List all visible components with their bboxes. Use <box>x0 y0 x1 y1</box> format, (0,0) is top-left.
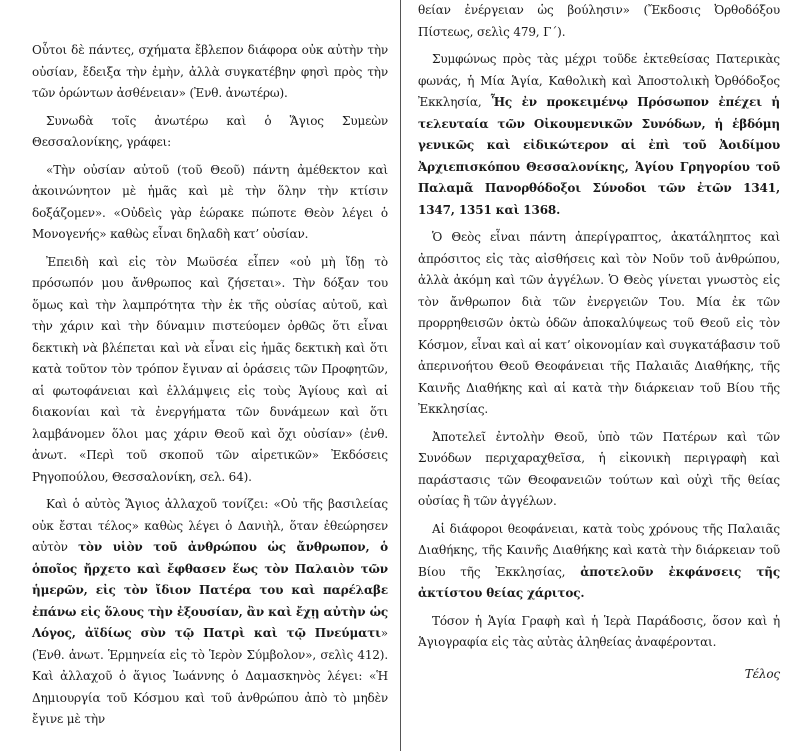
right-p1-text: Συμφώνως πρὸς τὰς μέχρι τοῦδε ἐκτεθείσας Πατερικὰς φωνάς, ἡ Μία Ἁγία, Καθολικὴ καὶ Ἀποστολικὴ Ὀρθόδοξος Ἐκκλησία, <box>418 52 780 109</box>
right-paragraph-5: Τόσον ἡ Ἁγία Γραφὴ καὶ ἡ Ἱερὰ Παράδοσις, ὅσον καὶ ἡ Ἁγιογραφία εἰς τὰς αὐτὰς ἀληθείας ἀναφέρονται. <box>418 613 780 649</box>
right-p1-bold: Ἧς ἐν προκειμένῳ Πρόσωπον ἐπέχει ἡ τελευταία τῶν Οἰκουμενικῶν Συνόδων, ἡ ἑβδόμη γενικῶς καὶ εἰδικώτερον αἱ ἐπὶ τοῦ Ἀοιδίμου Ἀρχιεπισκόπου Θεσσαλονίκης, Ἁγίου Γρηγορίου τοῦ Παλαμᾶ Πανορθόδοξοι Σύνοδοι τῶν ἐτῶν 1341, 1347, 1351 καὶ 1368. <box>418 95 780 217</box>
left-p5-text-b: » (Ἐνθ. ἀνωτ. Ἑρμηνεία εἰς τὸ Ἱερὸν Σύμβολον», σελὶς 412). Καὶ ἀλλαχοῦ ὁ ἅγιος Ἰωάννης ὁ Δαμασκηνὸς λέγει: «Ἡ Δημιουργία τοῦ Κόσμου καὶ τοῦ ἀνθρώπου ἀπὸ τὸ μηδὲν ἔγινε μὲ τὴν <box>32 626 388 726</box>
left-column <box>10 0 396 751</box>
right-paragraph-2: Ὁ Θεὸς εἶναι πάντη ἀπερίγραπτος, ἀκατάληπτος καὶ ἀπρόσιτος εἰς τὰς αἰσθήσεις καὶ τὸν Νοῦν τοῦ ἀνθρώπου, ἀλλὰ ἀκόμη καὶ τῶν ἀγγέλων. Ὁ Θεὸς γίνεται γνωστὸς εἰς τὸν ἄνθρωπον διὰ τῶν ἐνεργειῶν Του. Μία ἐκ τῶν προρρηθεισῶν ὀκτὼ ὁδῶν ἀποκαλύψεως τοῦ Θεοῦ εἰς τὸν Κόσμον, εἶναι καὶ αἱ κατ’ οἰκονομίαν καὶ συγκατάβασιν τοῦ ἀπερινοήτου Θεοῦ Θεοφάνειαι τῆς Παλαιᾶς Διαθήκης, τῆς Καινῆς Διαθήκης καὶ αἱ κατὰ τὴν διάρκειαν τοῦ Βίου τῆς Ἐκκλησίας. <box>418 230 780 416</box>
right-p4-text: Αἱ διάφοροι θεοφάνειαι, κατὰ τοὺς χρόνους τῆς Παλαιᾶς Διαθήκης, τῆς Καινῆς Διαθήκης καὶ κατὰ τὴν διάρκειαν τοῦ Βίου τῆς Ἐκκλησίας, <box>418 521 780 579</box>
end-marker: Τέλος <box>744 666 780 681</box>
column-divider <box>400 0 401 751</box>
left-paragraph-2: Συνωδὰ τοῖς ἀνωτέρω καὶ ὁ Ἅγιος Συμεὼν Θεσσαλονίκης, γράφει: <box>32 113 388 149</box>
right-paragraph-3: Ἀποτελεῖ ἐντολὴν Θεοῦ, ὑπὸ τῶν Πατέρων καὶ τῶν Συνόδων περιχαραχθεῖσα, ἡ εἰκονικὴ περιγραφὴ καὶ παράστασις τῶν Θεοφανειῶν τούτων καὶ οὐχὶ τῆς θείας οὐσίας ἢ τῶν ἀγγέλων. <box>418 429 780 508</box>
right-paragraph-0: θείαν ἐνέργειαν ὡς βούλησιν» (Ἔκδοσις Ὀρθοδόξου Πίστεως, σελὶς 479, Γ΄). <box>418 3 780 39</box>
left-paragraph-5 <box>32 494 388 731</box>
right-paragraph-1 <box>418 49 780 221</box>
left-p5-text-a: Καὶ ὁ αὐτὸς Ἅγιος ἀλλαχοῦ τονίζει: «Οὐ τῆς βασιλείας οὐκ ἔσται τέλος» καθὼς λέγει ὁ Δανιὴλ, ὅταν ἐθεώρησεν αὐτὸν <box>32 497 388 554</box>
left-paragraph-4: Ἐπειδὴ καὶ εἰς τὸν Μωϋσέα εἶπεν «οὐ μὴ ἴδῃ τὸ πρόσωπόν μου ἄνθρωπος καὶ ζήσεται». Τὴν δόξαν του ὅμως καὶ τὴν λαμπρότητα τὴν ἐκ τῆς οὐσίας αὐτοῦ, καὶ τὴν χάριν καὶ τὴν δύναμιν πιστεύομεν ὀρθῶς ὅτι εἶναι δεκτικὴ νὰ βλέπεται καὶ νὰ εἶναι εἰς ἡμᾶς δεκτικὴ καὶ ὅτι κατὰ τοῦτον τὸν τρόπον ἔγιναν αἱ ὁράσεις τῶν Προφητῶν, αἱ φωτοφάνειαι καὶ ἐλλάμψεις εἰς τοὺς Ἁγίους καὶ αἱ διακονίαι καὶ τὰ ἐνεργήματα τῶν δυνάμεων καὶ ὅτι λαμβάνομεν ὅλοι μας χάριν Θεοῦ καὶ ὄχι οὐσίαν» (ἐνθ. ἀνωτ. «Περὶ τοῦ σκοποῦ τῶν αἱρετικῶν» Ἐκδόσεις Ρηγοπούλου, Θεσσαλονίκη, σελ. 64). <box>32 254 388 484</box>
left-paragraph-1: Οὗτοι δὲ πάντες, σχήματα ἔβλεπον διάφορα οὐκ αὐτὴν τὴν οὐσίαν, ἔδειξα τὴν ἐμὴν, ἀλλὰ συγκατέβην φησὶ πρὸς τὴν τῶν ὁρώντων ἀσθένειαν» (Ἐνθ. ἀνωτέρω). <box>32 43 388 100</box>
right-column <box>404 0 794 751</box>
left-p5-bold: τὸν υἱὸν τοῦ ἀνθρώπου ὡς ἄνθρωπον, ὁ ὁποῖος ἤρχετο καὶ ἔφθασεν ἕως τὸν Παλαιὸν τῶν ἡμερῶν, εἰς τὸν ἴδιον Πατέρα του καὶ παρέλαβε ἐπάνω εἰς ὅλους τὴν ἐξουσίαν, ἂν καὶ ἔχῃ αὐτὴν ὡς Λόγος, ἀϊδίως σὺν τῷ Πατρὶ καὶ τῷ Πνεύματι <box>32 540 388 640</box>
right-paragraph-4 <box>418 519 780 605</box>
right-p4-bold: ἀποτελοῦν ἐκφάνσεις τῆς ἀκτίστου θείας χάριτος. <box>418 564 781 600</box>
left-paragraph-3: «Τὴν οὐσίαν αὐτοῦ (τοῦ Θεοῦ) πάντη ἀμέθεκτον καὶ ἀκοινώνητον μὲ ἡμᾶς καὶ μὲ τὴν ὅλην τὴν κτίσιν δοξάζομεν». «Οὐδεὶς γὰρ ἑώρακε πώποτε Θεὸν λέγει ὁ Μονογενής» καθὼς εἶναι δηλαδὴ κατ’ οὐσίαν. <box>32 162 388 241</box>
